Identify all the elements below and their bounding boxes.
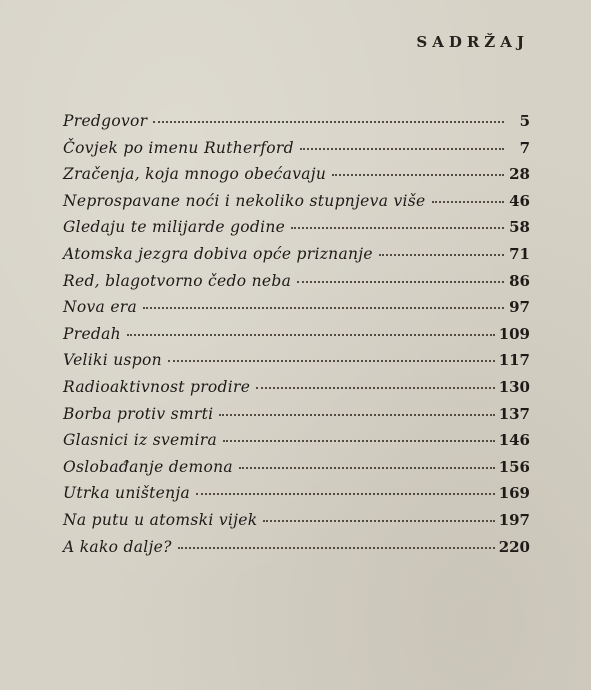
toc-entry-title: Čovjek po imenu Rutherford xyxy=(63,138,294,157)
dot-leader xyxy=(168,360,495,362)
toc-entry xyxy=(63,245,530,272)
dot-leader xyxy=(223,440,495,442)
dot-leader xyxy=(143,307,504,309)
dot-leader xyxy=(196,493,495,495)
toc-entry xyxy=(63,325,530,352)
dot-leader xyxy=(219,414,494,416)
toc-entry-title: Veliki uspon xyxy=(63,351,162,370)
dot-leader xyxy=(300,148,504,150)
dot-leader xyxy=(127,334,495,336)
toc-entry-page: 5 xyxy=(519,112,530,130)
toc-entry xyxy=(63,165,530,192)
toc-entry-page: 97 xyxy=(509,298,530,317)
toc-entry-title: Red, blagotvorno čedo neba xyxy=(63,271,292,290)
toc-entry-page: 86 xyxy=(509,271,530,290)
toc-entry xyxy=(63,431,530,458)
toc-entry-page: 220 xyxy=(498,537,530,556)
toc-entry-page: 156 xyxy=(498,457,530,476)
toc-entry-title: Utrka uništenja xyxy=(63,484,191,503)
toc-entry xyxy=(63,298,530,325)
table-of-contents xyxy=(63,112,530,564)
toc-entry-page: 146 xyxy=(498,431,530,450)
toc-entry xyxy=(63,511,530,538)
toc-entry xyxy=(63,139,530,166)
dot-leader xyxy=(379,254,504,256)
toc-entry-title: Na putu u atomski vijek xyxy=(63,510,258,529)
dot-leader xyxy=(153,121,504,123)
dot-leader xyxy=(263,520,494,522)
dot-leader xyxy=(256,387,494,389)
toc-entry-title: Zračenja, koja mnogo obećavaju xyxy=(63,165,327,184)
toc-entry-page: 28 xyxy=(509,165,530,184)
toc-entry-page: 130 xyxy=(498,377,530,396)
toc-entry-title: Glasnici iz svemira xyxy=(63,431,217,450)
toc-entry xyxy=(63,538,530,565)
page-heading: SADRŽAJ xyxy=(416,33,529,51)
toc-entry-page: 137 xyxy=(498,404,530,423)
toc-entry-page: 197 xyxy=(498,510,530,529)
toc-entry-title: Neprospavane noći i nekoliko stupnjeva više xyxy=(63,191,426,210)
toc-entry-title: Predah xyxy=(63,324,121,343)
dot-leader xyxy=(432,201,504,203)
toc-entry xyxy=(63,112,530,139)
toc-entry-title: Oslobađanje demona xyxy=(63,457,233,476)
toc-entry-page: 7 xyxy=(519,138,530,157)
dot-leader xyxy=(178,547,495,549)
toc-entry-title: Gledaju te milijarde godine xyxy=(63,218,286,237)
toc-entry-page: 109 xyxy=(498,324,530,343)
toc-entry-title: A kako dalje? xyxy=(63,537,172,556)
toc-entry xyxy=(63,458,530,485)
toc-entry xyxy=(63,378,530,405)
toc-entry-title: Nova era xyxy=(63,298,138,317)
toc-entry xyxy=(63,272,530,299)
toc-entry xyxy=(63,405,530,432)
toc-entry-page: 169 xyxy=(498,484,530,503)
toc-entry xyxy=(63,351,530,378)
toc-entry-title: Predgovor xyxy=(63,112,148,130)
toc-entry xyxy=(63,218,530,245)
toc-entry-page: 46 xyxy=(509,191,530,210)
dot-leader xyxy=(297,281,504,283)
dot-leader xyxy=(239,467,495,469)
toc-entry-title: Borba protiv smrti xyxy=(63,404,214,423)
toc-entry-title: Radioaktivnost prodire xyxy=(63,377,251,396)
toc-entry-page: 71 xyxy=(509,244,530,263)
toc-entry-page: 117 xyxy=(498,351,530,370)
dot-leader xyxy=(291,227,504,229)
dot-leader xyxy=(332,174,504,176)
toc-entry xyxy=(63,192,530,219)
toc-entry-title: Atomska jezgra dobiva opće priznanje xyxy=(63,244,373,263)
toc-entry xyxy=(63,484,530,511)
toc-entry-page: 58 xyxy=(509,218,530,237)
